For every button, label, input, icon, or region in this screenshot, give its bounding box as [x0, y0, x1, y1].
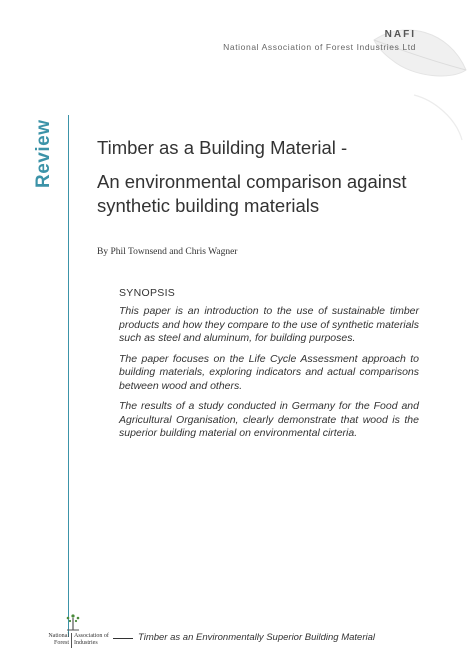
org-abbreviation: NAFI — [384, 29, 416, 40]
synopsis-paragraph: The results of a study conducted in Germany for the Food and Agricultural Organisation, clearly demonstrate that wood is the superior building material on environmental cirteria. — [119, 400, 419, 439]
nafi-footer-logo — [38, 612, 118, 658]
org-header — [0, 28, 416, 53]
logo-word: Association of — [74, 633, 109, 639]
footer-rule — [113, 638, 133, 639]
logo-word: Industries — [74, 640, 98, 646]
tree-logo-icon — [61, 612, 85, 632]
logo-word: Forest — [54, 640, 69, 646]
section-label-review: Review — [33, 119, 54, 188]
synopsis-heading: SYNOPSIS — [119, 287, 176, 299]
logo-word: National — [48, 633, 69, 639]
synopsis-paragraph: This paper is an introduction to the use of sustainable timber products and how they compare to the use of synthetic materials such as steel and aluminum, for building purposes. — [119, 305, 419, 344]
side-rule — [68, 115, 69, 637]
document-authors: By Phil Townsend and Chris Wagner — [97, 247, 238, 257]
org-full-name: National Association of Forest Industries Ltd — [223, 42, 416, 52]
document-subtitle: An environmental comparison against synthetic building materials — [97, 171, 407, 216]
footer-running-title: Timber as an Environmentally Superior Building Material — [138, 632, 375, 643]
leaf-watermark-icon — [344, 0, 474, 145]
document-title: Timber as a Building Material - — [97, 137, 348, 158]
synopsis-body — [119, 305, 419, 448]
synopsis-paragraph: The paper focuses on the Life Cycle Assessment approach to building materials, exploring indicators and actual comparisons between wood and others. — [119, 352, 419, 392]
logo-divider — [71, 633, 72, 648]
